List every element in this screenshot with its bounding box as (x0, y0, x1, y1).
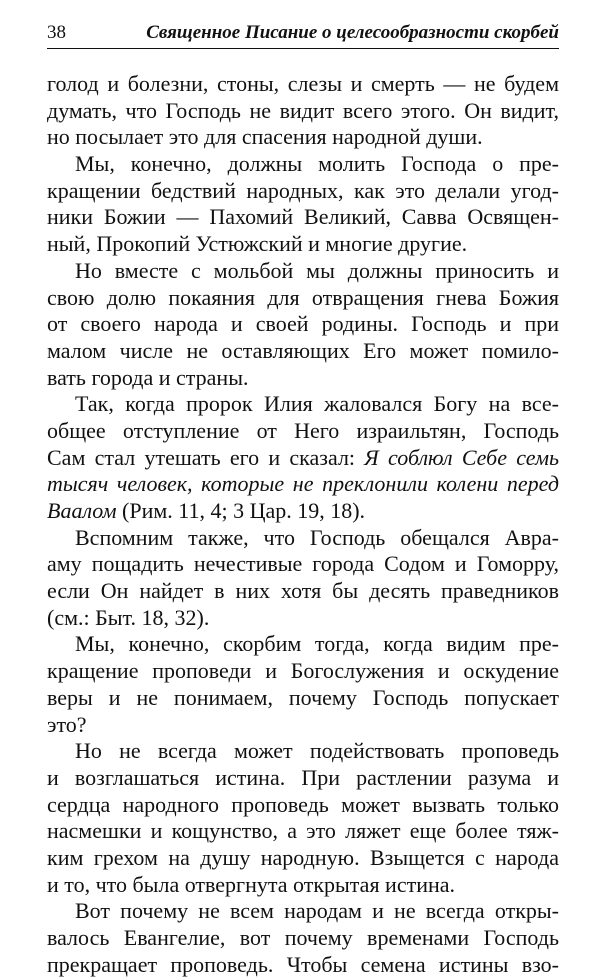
text-line: это? (47, 711, 87, 737)
text-line: кращении бедствий народных, как это делали угод- (47, 177, 559, 203)
text-line: и возглашаться истина. При растлении разума и (47, 764, 559, 790)
text-segment: Сам стал утешать его и сказал: (47, 444, 365, 470)
text-line: Вспомним также, что Господь обещался Авра- (75, 524, 559, 550)
scripture-quote-line: тысяч человек, которые не преклонили колени перед (47, 471, 559, 497)
text-line: свою долю покаяния для отвращения гнева Божия (47, 284, 559, 310)
text-line: Но вместе с мольбой мы должны приносить и (75, 257, 559, 283)
text-line: Но не всегда может подействовать проповедь (75, 738, 559, 764)
text-line: вать города и страны. (47, 364, 249, 390)
paragraph-8 (47, 898, 559, 978)
text-line: ный, Прокопий Устюжский и многие другие. (47, 231, 468, 257)
text-line: кращение проповеди и Богослужения и оскудение (47, 658, 559, 684)
text-line: валось Евангелие, вот почему временами Господь (47, 925, 559, 950)
scripture-quote: Ваалом (47, 498, 117, 523)
text-line: (см.: Быт. 18, 32). (47, 604, 210, 630)
body-text (47, 71, 559, 978)
paragraph-4 (47, 391, 559, 524)
text-line: думать, что Господь не видит всего этого. Он видит, (47, 97, 559, 123)
text-line: насмешки и кощунство, а это ляжет еще более тяж- (47, 818, 559, 844)
book-page (47, 20, 559, 978)
paragraph-2 (47, 151, 559, 258)
text-line: малом числе не оставляющих Его может помило- (47, 337, 559, 363)
text-line: Вот почему не всем народам и не всегда откры- (75, 898, 559, 924)
paragraph-3 (47, 258, 559, 391)
text-line-with-quote (47, 445, 559, 472)
text-line: от своего народа и своей родины. Господь и при (47, 311, 559, 337)
text-line: аму пощадить нечестивые города Содом и Гоморру, (47, 551, 559, 577)
page-header (47, 20, 559, 49)
text-line: сердца народного проповедь может вызвать только (47, 791, 559, 817)
page-number: 38 (47, 22, 66, 43)
text-line: общее отступление от Него израильтян, Господь (47, 417, 559, 443)
text-line: голод и болезни, стоны, слезы и смерть — не будем (47, 71, 559, 96)
paragraph-5 (47, 525, 559, 632)
scripture-quote: Я соблюл Себе семь (364, 444, 559, 470)
scripture-reference: (Рим. 11, 4; 3 Цар. 19, 18). (116, 498, 366, 523)
text-line-with-quote (47, 498, 559, 525)
paragraph-1 (47, 71, 559, 151)
text-line: прекращает проповедь. Чтобы семена истины взо- (47, 951, 559, 977)
text-line: Мы, конечно, скорбим тогда, когда видим пре- (75, 631, 559, 657)
text-line: если Он найдет в них хотя бы десять праведников (47, 578, 559, 604)
text-line: и то, что была отвергнута открытая истина. (47, 871, 456, 897)
running-title: Священное Писание о целесообразности скорбей (146, 22, 559, 43)
paragraph-7 (47, 738, 559, 898)
text-line: Так, когда пророк Илия жаловался Богу на все- (75, 391, 559, 417)
text-line: веры и не понимаем, почему Господь попускает (47, 684, 559, 710)
paragraph-6 (47, 631, 559, 738)
text-line: но посылает это для спасения народной души. (47, 124, 483, 150)
text-line: Мы, конечно, должны молить Господа о пре- (75, 151, 559, 177)
text-line: ники Божии — Пахомий Великий, Савва Освящен- (47, 204, 559, 230)
text-line: ким грехом на душу народную. Взыщется с народа (47, 844, 559, 870)
